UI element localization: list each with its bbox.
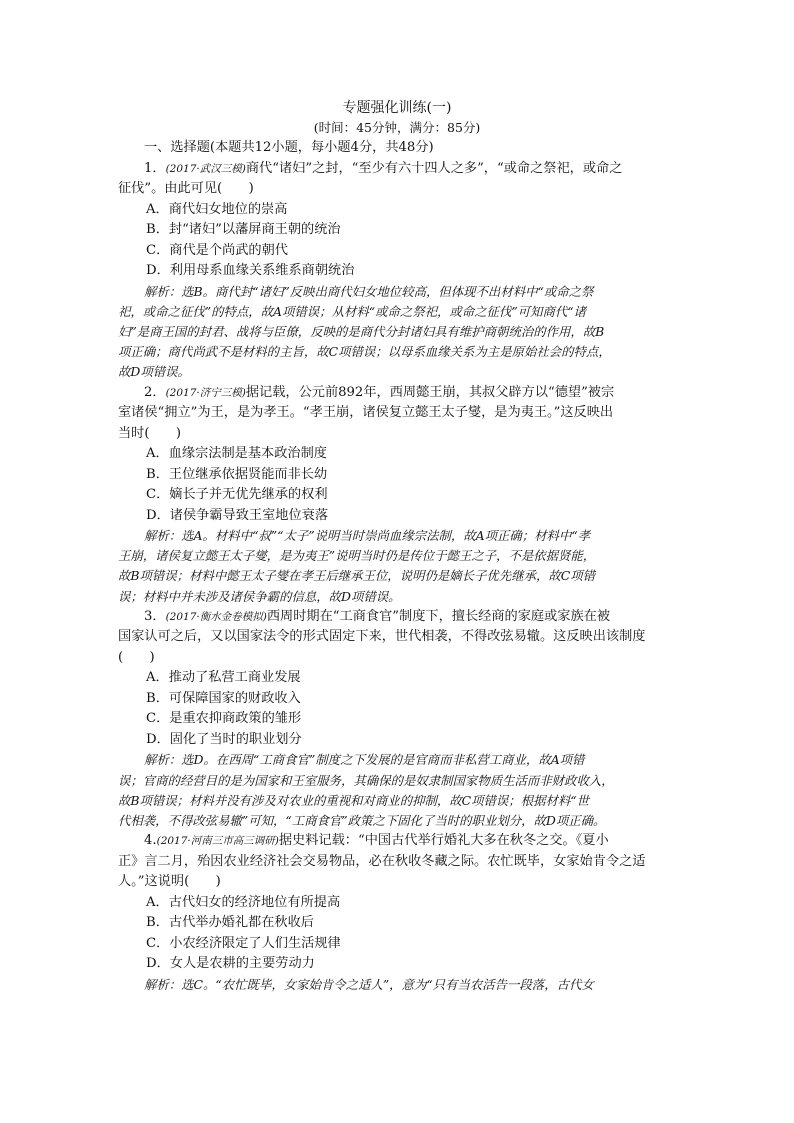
- question-source: (2017·衡水金卷模拟): [165, 610, 267, 623]
- answer-option: A．血缘宗法制是基本政治制度: [146, 446, 327, 462]
- answer-option: C．嫡长子并无优先继承的权利: [146, 487, 328, 503]
- explanation-line: 故B项错误；材料中懿王太子燮在孝王后继承王位，说明仍是嫡长子优先继承，故C项错: [118, 568, 596, 584]
- question-stem-text: ( ): [118, 649, 155, 665]
- answer-option: B．封“诸妇”以藩屏商王朝的统治: [146, 222, 341, 237]
- question-stem-text: 据记载，公元前892年，西周懿王崩，其叔父辟方以“德望”被宗: [245, 384, 615, 400]
- question-stem-text: 室诸侯“拥立”为王，是为孝王。“孝王崩，诸侯复立懿王太子燮，是为夷王。”这反映出: [118, 405, 614, 421]
- question-number: 4.: [144, 833, 157, 849]
- question-source: (2017·济宁三模): [165, 386, 246, 399]
- explanation-line: 妇”是商王国的封君、战将与臣僚，反映的是商代分封诸妇具有维护商朝统治的作用，故B: [118, 323, 605, 339]
- question-stem-line: [118, 424, 684, 445]
- question-stem-text: 商代“诸妇”之封，“至少有六十四人之多”，“或命之祭祀，或命之: [245, 160, 623, 176]
- answer-option: B．古代举办婚礼都在秋收后: [146, 915, 314, 931]
- answer-option: D．固化了当时的职业划分: [146, 731, 302, 747]
- explanation-line: 误；官商的经营目的是为国家和王室服务，其确保的是奴隶制国家物质生活而非财政收入，: [118, 772, 614, 788]
- question-stem-line: [118, 831, 684, 852]
- explanation-line: 解析：选D。在西周“工商食官”制度之下发展的是官商而非私营工商业，故A项错: [144, 752, 585, 768]
- question-block: [118, 383, 684, 607]
- answer-option: B．王位继承依据贤能而非长幼: [146, 466, 328, 482]
- exam-time-score: (时间：45分钟，满分：85分): [313, 120, 481, 135]
- question-stem-line: [118, 872, 684, 893]
- question-stem-line: [118, 383, 684, 404]
- explanation-line: 项正确；商代尚武不是材料的主旨，故C项错误；以母系血缘关系为主是原始社会的特点，: [118, 344, 611, 360]
- question-number: 1．: [144, 160, 166, 176]
- answer-option: D．女人是农耕的主要劳动力: [146, 956, 315, 972]
- question-source: (2017·武汉三模): [165, 162, 246, 175]
- explanation-line: 解析：选A。材料中“叔”“太子”说明当时崇尚血缘宗法制，故A项正确；材料中“孝: [144, 528, 591, 544]
- explanation-line: 解析：选C。“农忙既毕，女家始肯令之适人”，意为“只有当农活告一段落，古代女: [144, 976, 594, 992]
- answer-option: A．古代妇女的经济地位有所提高: [146, 894, 341, 910]
- answer-option: B．可保障国家的财政收入: [146, 690, 301, 706]
- question-stem-line: [118, 159, 684, 180]
- question-stem-line: [118, 179, 684, 200]
- question-number: 3．: [144, 608, 166, 624]
- explanation-line: 祀，或命之征伐”的特点，故A项错误；从材料“或命之祭祀，或命之征伐”可知商代“诸: [118, 303, 586, 319]
- question-stem-line: [118, 607, 684, 628]
- question-stem-text: 人。”这说明( ): [118, 874, 221, 890]
- question-stem-line: [118, 852, 684, 873]
- explanation-line: 故B项错误；材料并没有涉及对农业的重视和对商业的抑制，故C项错误；根据材料“世: [118, 792, 589, 808]
- explanation-line: 王崩，诸侯复立懿王太子燮，是为夷王”说明当时仍是传位于懿王之子，不是依据贤能，: [118, 548, 596, 564]
- answer-option: C．商代是个尚武的朝代: [146, 242, 288, 258]
- question-stem-line: [118, 648, 684, 669]
- question-stem-line: [118, 403, 684, 424]
- question-list: [118, 159, 684, 995]
- answer-option: C．是重农抑商政策的雏形: [146, 711, 302, 727]
- explanation-line: 误；材料中并未涉及诸侯争霸的信息，故D项错误。: [118, 588, 401, 604]
- question-block: [118, 159, 684, 383]
- question-stem-text: 西周时期在“工商食官”制度下，擅长经商的家庭或家族在被: [266, 608, 611, 624]
- question-block: [118, 607, 684, 831]
- answer-option: D．利用母系血缘关系维系商朝统治: [146, 263, 355, 278]
- question-source: (2017·河南三市高三调研): [156, 835, 279, 848]
- question-block: [118, 831, 684, 995]
- document-body: [118, 138, 684, 995]
- answer-option: C．小农经济限定了人们生活规律: [146, 935, 341, 951]
- explanation-line: 代相袭，不得改弦易辙”可知，“工商食官”政策之下固化了当时的职业划分，故D项正确。: [118, 812, 606, 828]
- answer-option: A．商代妇女地位的崇高: [146, 201, 288, 217]
- question-stem-text: 国家认可之后，又以国家法令的形式固定下来，世代相袭，不得改弦易辙。这反映出该制度: [118, 629, 646, 645]
- question-stem-line: [118, 627, 684, 648]
- question-stem-text: 据史料记载：“中国古代举行婚礼大多在秋冬之交。《夏小: [278, 833, 609, 849]
- question-number: 2．: [144, 384, 166, 400]
- page-title: 专题强化训练(一): [342, 100, 452, 116]
- explanation-line: 解析：选B。商代封“诸妇”反映出商代妇女地位较高，但体现不出材料中“或命之祭: [144, 283, 594, 299]
- explanation-line: 故D项错误。: [118, 364, 190, 380]
- question-stem-text: 当时( ): [118, 425, 182, 441]
- question-stem-text: 正》言二月，殆因农业经济社会交易物品，必在秋收冬藏之际。农忙既毕，女家始肯令之适: [118, 853, 646, 869]
- answer-option: A．推动了私营工商业发展: [146, 670, 301, 686]
- section-heading: 一、选择题(本题共12小题，每小题4分，共48分): [144, 140, 434, 155]
- question-stem-text: 征伐”。由此可见( ): [118, 181, 254, 196]
- answer-option: D．诸侯争霸导致王室地位衰落: [146, 507, 329, 523]
